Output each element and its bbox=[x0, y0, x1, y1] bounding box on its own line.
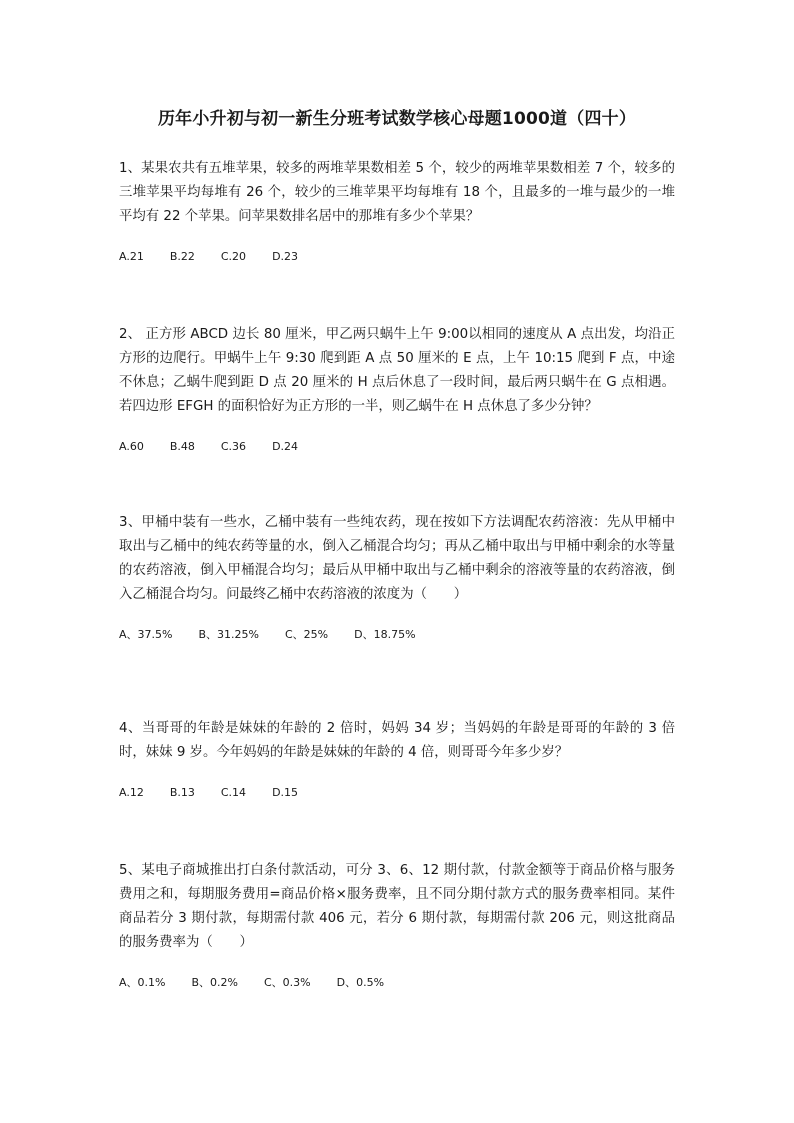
question-text: 5、某电子商城推出打白条付款活动，可分 3、6、12 期付款，付款金额等于商品价格与服务费用之和，每期服务费用=商品价格×服务费率，且不同分期付款方式的服务费率相同。某件商品若分 3 期付款，每期需付款 406 元，若分 6 期付款，每期需付款 206 元，则这批商品的服务费率为（ ） bbox=[119, 863, 675, 950]
question-2 bbox=[119, 323, 675, 455]
option-d: D.23 bbox=[272, 250, 299, 263]
question-3 bbox=[119, 511, 675, 643]
answer-options bbox=[119, 785, 675, 801]
option-b: B、31.25% bbox=[198, 628, 259, 641]
option-d: D、18.75% bbox=[354, 628, 416, 641]
question-text: 2、 正方形 ABCD 边长 80 厘米，甲乙两只蜗牛上午 9:00以相同的速度从 A 点出发，均沿正方形的边爬行。甲蜗牛上午 9:30 爬到距 A 点 50 厘米的 E 点，上午 10:15 爬到 F 点，中途不休息；乙蜗牛爬到距 D 点 20 厘米的 H 点后休息了一段时间，最后两只蜗牛在 G 点相遇。若四边形 EFGH 的面积恰好为正方形的一半，则乙蜗牛在 H 点休息了多少分钟？ bbox=[119, 327, 675, 414]
page-title: 历年小升初与初一新生分班考试数学核心母题1000道（四十） bbox=[157, 109, 637, 129]
option-c: C.20 bbox=[220, 250, 247, 263]
option-b: B.13 bbox=[169, 786, 195, 799]
option-a: A.21 bbox=[119, 250, 144, 263]
option-c: C、0.3% bbox=[263, 976, 311, 989]
answer-options bbox=[119, 249, 675, 265]
option-d: D.15 bbox=[272, 786, 299, 799]
option-a: A.12 bbox=[119, 786, 144, 799]
answer-options bbox=[119, 439, 675, 455]
option-b: B、0.2% bbox=[191, 976, 238, 989]
question-1 bbox=[119, 157, 675, 265]
question-text: 3、甲桶中装有一些水，乙桶中装有一些纯农药，现在按如下方法调配农药溶液：先从甲桶中取出与乙桶中的纯农药等量的水，倒入乙桶混合均匀；再从乙桶中取出与甲桶中剩余的水等量的农药溶液，倒入甲桶混合均匀；最后从甲桶中取出与乙桶中剩余的溶液等量的农药溶液，倒入乙桶混合均匀。问最终乙桶中农药溶液的浓度为（ ） bbox=[119, 515, 675, 602]
option-a: A、0.1% bbox=[119, 976, 166, 989]
answer-options bbox=[119, 627, 675, 643]
option-a: A.60 bbox=[119, 440, 144, 453]
answer-options bbox=[119, 975, 675, 991]
question-text: 4、当哥哥的年龄是妹妹的年龄的 2 倍时，妈妈 34 岁；当妈妈的年龄是哥哥的年龄的 3 倍时，妹妹 9 岁。今年妈妈的年龄是妹妹的年龄的 4 倍，则哥哥今年多少岁？ bbox=[119, 721, 675, 760]
option-d: D、0.5% bbox=[336, 976, 385, 989]
option-c: C、25% bbox=[284, 628, 329, 641]
option-b: B.48 bbox=[169, 440, 195, 453]
question-4 bbox=[119, 717, 675, 801]
option-b: B.22 bbox=[169, 250, 195, 263]
question-5 bbox=[119, 859, 675, 991]
question-text: 1、某果农共有五堆苹果，较多的两堆苹果数相差 5 个，较少的两堆苹果数相差 7 个，较多的三堆苹果平均每堆有 26 个，较少的三堆苹果平均每堆有 18 个，且最多的一堆与最少的一堆平均有 22 个苹果。问苹果数排名居中的那堆有多少个苹果？ bbox=[119, 161, 675, 224]
option-c: C.14 bbox=[220, 786, 247, 799]
option-c: C.36 bbox=[220, 440, 247, 453]
option-d: D.24 bbox=[272, 440, 299, 453]
option-a: A、37.5% bbox=[119, 628, 173, 641]
